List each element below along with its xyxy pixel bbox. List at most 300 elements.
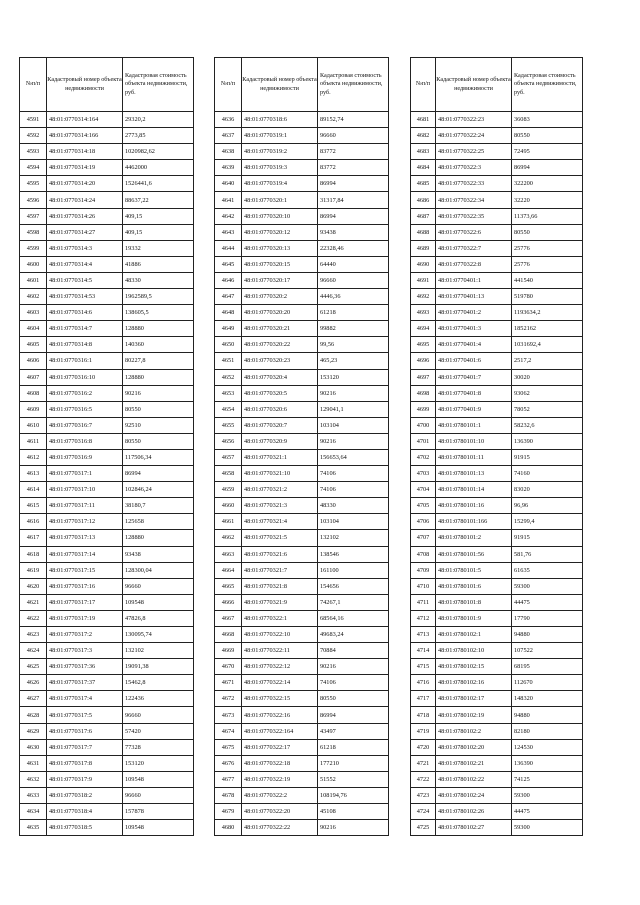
row-number: 4671 <box>215 675 242 691</box>
table-row <box>411 627 583 643</box>
cadastral-value: 31317,84 <box>318 192 389 208</box>
row-number: 4694 <box>411 321 436 337</box>
table-row <box>20 385 194 401</box>
row-number: 4629 <box>20 723 47 739</box>
table-row <box>215 594 389 610</box>
cadastral-number: 48:01:0770317:16 <box>47 578 123 594</box>
cadastral-value: 128880 <box>123 530 194 546</box>
row-number: 4633 <box>20 787 47 803</box>
row-number: 4679 <box>215 804 242 820</box>
cadastral-number: 48:01:0780101:1 <box>436 417 512 433</box>
row-number: 4651 <box>215 353 242 369</box>
table-row <box>20 433 194 449</box>
table-row <box>20 160 194 176</box>
table-row <box>20 353 194 369</box>
cadastral-value: 128880 <box>123 321 194 337</box>
row-number: 4714 <box>411 643 436 659</box>
row-number: 4683 <box>411 144 436 160</box>
cadastral-value: 44475 <box>512 804 583 820</box>
row-number: 4637 <box>215 128 242 144</box>
row-number: 4717 <box>411 691 436 707</box>
table-row <box>20 321 194 337</box>
row-number: 4642 <box>215 208 242 224</box>
cadastral-value: 125658 <box>123 514 194 530</box>
cadastral-number: 48:01:0780101:2 <box>436 530 512 546</box>
table-row <box>215 723 389 739</box>
cadastral-number: 48:01:0770319:2 <box>242 144 318 160</box>
row-number: 4670 <box>215 659 242 675</box>
row-number: 4605 <box>20 337 47 353</box>
table-row <box>411 305 583 321</box>
row-number: 4695 <box>411 337 436 353</box>
table-row <box>215 578 389 594</box>
table-row <box>411 417 583 433</box>
cadastral-value: 48330 <box>123 272 194 288</box>
cadastral-number: 48:01:0770322:11 <box>242 643 318 659</box>
cadastral-number: 48:01:0770322:15 <box>242 691 318 707</box>
row-number: 4596 <box>20 192 47 208</box>
cadastral-number: 48:01:0770320:9 <box>242 433 318 449</box>
cadastral-value: 74160 <box>512 466 583 482</box>
row-number: 4664 <box>215 562 242 578</box>
table-row <box>411 562 583 578</box>
cadastral-value: 80227,8 <box>123 353 194 369</box>
cadastral-number: 48:01:0770401:4 <box>436 337 512 353</box>
table-row <box>215 208 389 224</box>
cadastral-value: 83020 <box>512 482 583 498</box>
row-number: 4655 <box>215 417 242 433</box>
table-row <box>411 659 583 675</box>
cadastral-number: 48:01:0770321:1 <box>242 449 318 465</box>
cadastral-number: 48:01:0780102:20 <box>436 739 512 755</box>
row-number: 4666 <box>215 594 242 610</box>
header-num: №п/п <box>20 58 47 112</box>
cadastral-value: 90216 <box>318 385 389 401</box>
table-row <box>215 691 389 707</box>
table-row <box>411 289 583 305</box>
cadastral-number: 48:01:0770317:1 <box>47 466 123 482</box>
table-body <box>215 112 389 836</box>
cadastral-number: 48:01:0770322:23 <box>436 112 512 128</box>
cadastral-number: 48:01:0770322:16 <box>242 707 318 723</box>
table-row <box>411 643 583 659</box>
cadastral-number: 48:01:0770320:5 <box>242 385 318 401</box>
cadastral-number: 48:01:0770317:5 <box>47 707 123 723</box>
table-row <box>411 482 583 498</box>
cadastral-number: 48:01:0770316:8 <box>47 433 123 449</box>
cadastral-number: 48:01:0770318:2 <box>47 787 123 803</box>
cadastral-number: 48:01:0770314:8 <box>47 337 123 353</box>
table-row <box>20 578 194 594</box>
cadastral-number: 48:01:0780101:8 <box>436 594 512 610</box>
row-number: 4689 <box>411 240 436 256</box>
cadastral-number: 48:01:0770322:24 <box>436 128 512 144</box>
table-row <box>20 707 194 723</box>
cadastral-value: 112670 <box>512 675 583 691</box>
cadastral-number: 48:01:0770317:10 <box>47 482 123 498</box>
cadastral-value: 68195 <box>512 659 583 675</box>
cadastral-number: 48:01:0770314:53 <box>47 289 123 305</box>
cadastral-number: 48:01:0770322:25 <box>436 144 512 160</box>
cadastral-number: 48:01:0770320:7 <box>242 417 318 433</box>
cadastral-value: 148320 <box>512 691 583 707</box>
table-row <box>20 449 194 465</box>
cadastral-table-3 <box>410 57 583 836</box>
cadastral-number: 48:01:0770316:10 <box>47 369 123 385</box>
cadastral-number: 48:01:0770322:6 <box>436 224 512 240</box>
row-number: 4706 <box>411 514 436 530</box>
table-row <box>215 610 389 626</box>
table-row <box>411 755 583 771</box>
table-row <box>215 321 389 337</box>
row-number: 4620 <box>20 578 47 594</box>
row-number: 4616 <box>20 514 47 530</box>
cadastral-number: 48:01:0780101:166 <box>436 514 512 530</box>
cadastral-value: 51552 <box>318 771 389 787</box>
cadastral-number: 48:01:0780101:11 <box>436 449 512 465</box>
table-row <box>411 707 583 723</box>
row-number: 4674 <box>215 723 242 739</box>
cadastral-value: 1020982,62 <box>123 144 194 160</box>
table-row <box>215 192 389 208</box>
cadastral-value: 15462,8 <box>123 675 194 691</box>
row-number: 4667 <box>215 610 242 626</box>
table-row <box>411 691 583 707</box>
table-row <box>215 353 389 369</box>
cadastral-value: 122436 <box>123 691 194 707</box>
row-number: 4710 <box>411 578 436 594</box>
cadastral-number: 48:01:0770316:9 <box>47 449 123 465</box>
cadastral-number: 48:01:0770319:4 <box>242 176 318 192</box>
row-number: 4597 <box>20 208 47 224</box>
cadastral-value: 1962589,5 <box>123 289 194 305</box>
cadastral-number: 48:01:0780101:5 <box>436 562 512 578</box>
table-row <box>215 449 389 465</box>
row-number: 4665 <box>215 578 242 594</box>
table-row <box>215 337 389 353</box>
cadastral-value: 30020 <box>512 369 583 385</box>
cadastral-value: 90216 <box>318 433 389 449</box>
cadastral-value: 4446,36 <box>318 289 389 305</box>
cadastral-value: 132102 <box>318 530 389 546</box>
cadastral-number: 48:01:0770321:8 <box>242 578 318 594</box>
cadastral-number: 48:01:0770316:2 <box>47 385 123 401</box>
cadastral-value: 58232,6 <box>512 417 583 433</box>
cadastral-value: 177210 <box>318 755 389 771</box>
row-number: 4627 <box>20 691 47 707</box>
row-number: 4635 <box>20 820 47 836</box>
row-number: 4663 <box>215 546 242 562</box>
table-row <box>215 176 389 192</box>
cadastral-value: 136390 <box>512 755 583 771</box>
cadastral-value: 1193634,2 <box>512 305 583 321</box>
row-number: 4715 <box>411 659 436 675</box>
cadastral-number: 48:01:0770317:13 <box>47 530 123 546</box>
row-number: 4646 <box>215 272 242 288</box>
cadastral-value: 44475 <box>512 594 583 610</box>
table-row <box>20 128 194 144</box>
cadastral-number: 48:01:0770321:2 <box>242 482 318 498</box>
row-number: 4673 <box>215 707 242 723</box>
table-row <box>215 112 389 128</box>
cadastral-number: 48:01:0770317:12 <box>47 514 123 530</box>
header-cadastral-value: Кадастровая стоимость объекта недвижимости, руб. <box>123 58 194 112</box>
row-number: 4709 <box>411 562 436 578</box>
table-row <box>215 804 389 820</box>
table-row <box>411 449 583 465</box>
row-number: 4613 <box>20 466 47 482</box>
cadastral-value: 130095,74 <box>123 627 194 643</box>
table-row <box>411 739 583 755</box>
table-row <box>215 643 389 659</box>
cadastral-value: 2773,85 <box>123 128 194 144</box>
cadastral-value: 99,56 <box>318 337 389 353</box>
row-number: 4658 <box>215 466 242 482</box>
row-number: 4682 <box>411 128 436 144</box>
cadastral-value: 107522 <box>512 643 583 659</box>
cadastral-value: 465,23 <box>318 353 389 369</box>
row-number: 4593 <box>20 144 47 160</box>
row-number: 4652 <box>215 369 242 385</box>
table-row <box>20 401 194 417</box>
cadastral-number: 48:01:0770317:8 <box>47 755 123 771</box>
table-row <box>215 675 389 691</box>
table-row <box>411 771 583 787</box>
cadastral-value: 103104 <box>318 514 389 530</box>
table-row <box>20 562 194 578</box>
table-row <box>215 739 389 755</box>
cadastral-number: 48:01:0770322:33 <box>436 176 512 192</box>
cadastral-number: 48:01:0770320:1 <box>242 192 318 208</box>
cadastral-number: 48:01:0780102:24 <box>436 787 512 803</box>
cadastral-number: 48:01:0770317:36 <box>47 659 123 675</box>
table-row <box>20 594 194 610</box>
cadastral-number: 48:01:0780102:1 <box>436 627 512 643</box>
row-number: 4638 <box>215 144 242 160</box>
table-row <box>20 224 194 240</box>
table-row <box>215 466 389 482</box>
cadastral-table-2 <box>214 57 389 836</box>
cadastral-number: 48:01:0770314:27 <box>47 224 123 240</box>
table-row <box>411 610 583 626</box>
table-row <box>20 289 194 305</box>
row-number: 4678 <box>215 787 242 803</box>
cadastral-value: 80550 <box>123 401 194 417</box>
cadastral-value: 94880 <box>512 707 583 723</box>
cadastral-number: 48:01:0770321:3 <box>242 498 318 514</box>
row-number: 4702 <box>411 449 436 465</box>
table-row <box>215 755 389 771</box>
cadastral-value: 96660 <box>123 578 194 594</box>
cadastral-value: 156653,64 <box>318 449 389 465</box>
row-number: 4718 <box>411 707 436 723</box>
table-row <box>411 804 583 820</box>
cadastral-value: 519780 <box>512 289 583 305</box>
cadastral-value: 154656 <box>318 578 389 594</box>
cadastral-value: 70884 <box>318 643 389 659</box>
cadastral-number: 48:01:0770314:6 <box>47 305 123 321</box>
cadastral-value: 74106 <box>318 466 389 482</box>
table-row <box>215 369 389 385</box>
cadastral-number: 48:01:0780102:10 <box>436 643 512 659</box>
row-number: 4610 <box>20 417 47 433</box>
table-row <box>215 256 389 272</box>
row-number: 4669 <box>215 643 242 659</box>
table-row <box>215 787 389 803</box>
table-row <box>20 691 194 707</box>
cadastral-value: 96660 <box>318 128 389 144</box>
cadastral-value: 94880 <box>512 627 583 643</box>
cadastral-value: 41886 <box>123 256 194 272</box>
table-row <box>411 144 583 160</box>
table-row <box>215 627 389 643</box>
cadastral-number: 48:01:0770317:19 <box>47 610 123 626</box>
cadastral-number: 48:01:0780102:19 <box>436 707 512 723</box>
table-header-row <box>20 58 194 112</box>
cadastral-value: 74106 <box>318 482 389 498</box>
row-number: 4724 <box>411 804 436 820</box>
cadastral-number: 48:01:0780101:16 <box>436 498 512 514</box>
cadastral-value: 90216 <box>318 820 389 836</box>
cadastral-number: 48:01:0770401:1 <box>436 272 512 288</box>
cadastral-value: 47826,8 <box>123 610 194 626</box>
table-row <box>20 240 194 256</box>
row-number: 4707 <box>411 530 436 546</box>
row-number: 4708 <box>411 546 436 562</box>
table-row <box>20 305 194 321</box>
header-num: №п/п <box>215 58 242 112</box>
cadastral-number: 48:01:0770320:13 <box>242 240 318 256</box>
table-row <box>215 707 389 723</box>
cadastral-value: 128880 <box>123 369 194 385</box>
row-number: 4591 <box>20 112 47 128</box>
row-number: 4700 <box>411 417 436 433</box>
cadastral-value: 49683,24 <box>318 627 389 643</box>
row-number: 4722 <box>411 771 436 787</box>
cadastral-number: 48:01:0770320:4 <box>242 369 318 385</box>
cadastral-value: 1031692,4 <box>512 337 583 353</box>
table-row <box>215 562 389 578</box>
cadastral-value: 136390 <box>512 433 583 449</box>
table-row <box>411 514 583 530</box>
table-row <box>215 401 389 417</box>
cadastral-number: 48:01:0770320:6 <box>242 401 318 417</box>
row-number: 4719 <box>411 723 436 739</box>
row-number: 4609 <box>20 401 47 417</box>
table-row <box>20 723 194 739</box>
cadastral-number: 48:01:0770316:7 <box>47 417 123 433</box>
table-row <box>20 144 194 160</box>
row-number: 4614 <box>20 482 47 498</box>
cadastral-number: 48:01:0770322:19 <box>242 771 318 787</box>
row-number: 4688 <box>411 224 436 240</box>
cadastral-number: 48:01:0770322:2 <box>242 787 318 803</box>
table-row <box>411 433 583 449</box>
cadastral-value: 29320,2 <box>123 112 194 128</box>
cadastral-number: 48:01:0770322:20 <box>242 804 318 820</box>
table-header-row <box>215 58 389 112</box>
cadastral-number: 48:01:0780101:13 <box>436 466 512 482</box>
table-row <box>20 627 194 643</box>
cadastral-value: 91915 <box>512 449 583 465</box>
header-cadastral-number: Кадастровый номер объекта недвижимости <box>47 58 123 112</box>
row-number: 4684 <box>411 160 436 176</box>
table-row <box>411 578 583 594</box>
row-number: 4662 <box>215 530 242 546</box>
row-number: 4720 <box>411 739 436 755</box>
cadastral-number: 48:01:0770319:3 <box>242 160 318 176</box>
cadastral-value: 48330 <box>318 498 389 514</box>
table-row <box>20 208 194 224</box>
row-number: 4712 <box>411 610 436 626</box>
row-number: 4701 <box>411 433 436 449</box>
cadastral-number: 48:01:0770317:2 <box>47 627 123 643</box>
cadastral-value: 83772 <box>318 160 389 176</box>
cadastral-value: 96660 <box>123 707 194 723</box>
table-row <box>215 514 389 530</box>
cadastral-number: 48:01:0780101:10 <box>436 433 512 449</box>
row-number: 4677 <box>215 771 242 787</box>
row-number: 4624 <box>20 643 47 659</box>
table-row <box>411 498 583 514</box>
table-row <box>20 192 194 208</box>
table-row <box>411 337 583 353</box>
table-row <box>215 240 389 256</box>
table-row <box>215 546 389 562</box>
row-number: 4704 <box>411 482 436 498</box>
cadastral-number: 48:01:0770401:7 <box>436 369 512 385</box>
cadastral-value: 140360 <box>123 337 194 353</box>
cadastral-value: 581,76 <box>512 546 583 562</box>
row-number: 4618 <box>20 546 47 562</box>
cadastral-value: 59300 <box>512 820 583 836</box>
table-row <box>215 160 389 176</box>
cadastral-value: 57420 <box>123 723 194 739</box>
row-number: 4628 <box>20 707 47 723</box>
cadastral-value: 80550 <box>512 224 583 240</box>
row-number: 4606 <box>20 353 47 369</box>
table-row <box>215 659 389 675</box>
table-row <box>411 112 583 128</box>
row-number: 4631 <box>20 755 47 771</box>
cadastral-value: 124530 <box>512 739 583 755</box>
row-number: 4676 <box>215 755 242 771</box>
cadastral-number: 48:01:0770314:164 <box>47 112 123 128</box>
cadastral-value: 45108 <box>318 804 389 820</box>
header-num: №п/п <box>411 58 436 112</box>
cadastral-value: 74106 <box>318 675 389 691</box>
table-body <box>411 112 583 836</box>
row-number: 4685 <box>411 176 436 192</box>
row-number: 4594 <box>20 160 47 176</box>
row-number: 4657 <box>215 449 242 465</box>
cadastral-number: 48:01:0770322:10 <box>242 627 318 643</box>
cadastral-number: 48:01:0770401:13 <box>436 289 512 305</box>
row-number: 4650 <box>215 337 242 353</box>
row-number: 4601 <box>20 272 47 288</box>
cadastral-number: 48:01:0770320:20 <box>242 305 318 321</box>
row-number: 4617 <box>20 530 47 546</box>
cadastral-number: 48:01:0770322:35 <box>436 208 512 224</box>
row-number: 4721 <box>411 755 436 771</box>
table-row <box>20 417 194 433</box>
cadastral-number: 48:01:0770320:10 <box>242 208 318 224</box>
row-number: 4604 <box>20 321 47 337</box>
row-number: 4615 <box>20 498 47 514</box>
table-row <box>411 272 583 288</box>
cadastral-number: 48:01:0780101:6 <box>436 578 512 594</box>
row-number: 4608 <box>20 385 47 401</box>
